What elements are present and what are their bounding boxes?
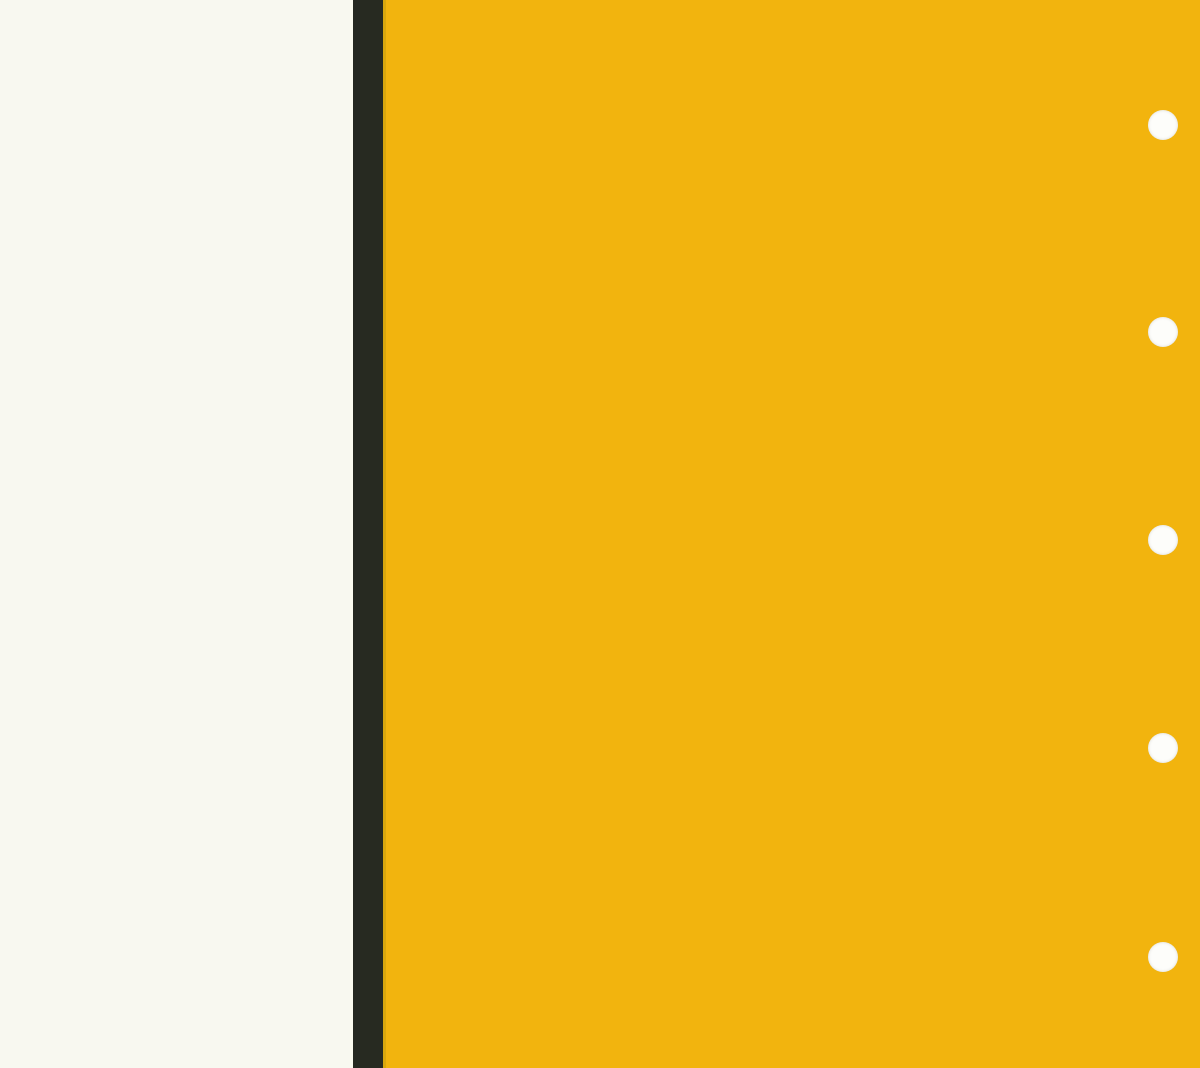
binding-stripe	[353, 0, 383, 1068]
binder-hole-icon	[1148, 110, 1178, 140]
table-panel	[386, 0, 1200, 1068]
binder-hole-icon	[1148, 942, 1178, 972]
binder-hole-icon	[1148, 733, 1178, 763]
binder-hole-icon	[1148, 525, 1178, 555]
left-panel	[0, 0, 350, 1068]
binder-hole-icon	[1148, 317, 1178, 347]
